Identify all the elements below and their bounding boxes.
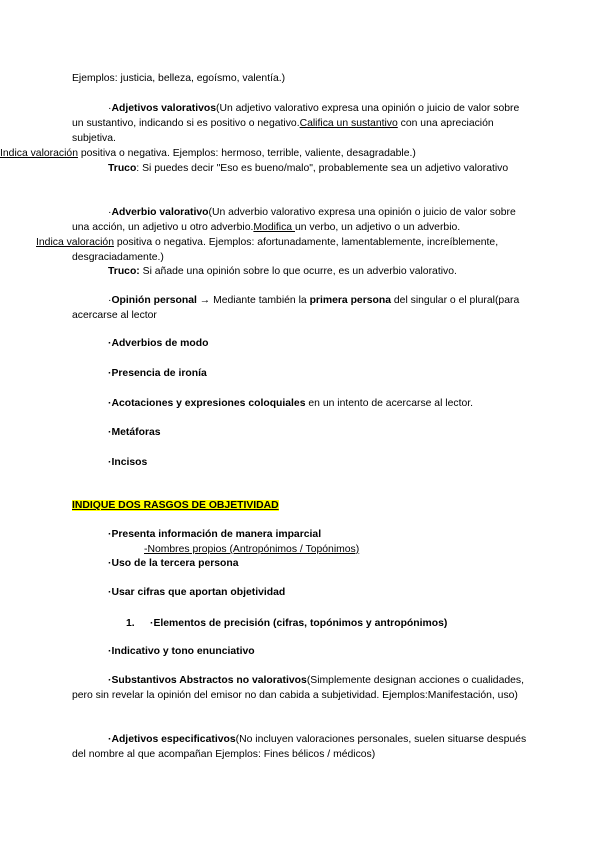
opinion-personal-title: Opinión personal [111, 295, 197, 306]
definition-text: (Un adverbio valorativo expresa una opinión o juicio de valor sobre una acción, un adjetivo u otro adverbio. [72, 207, 516, 233]
item-label: ·Elementos de precisión (cifras, topónimos y antropónimos) [150, 618, 448, 629]
adverbio-truco [72, 264, 532, 279]
objetividad-item-2 [72, 556, 568, 571]
item-label: ·Acotaciones y expresiones coloquiales [108, 398, 306, 409]
item-sub: -Nombres propios (Antropónimos / Topónimos) [144, 544, 360, 555]
definition-text: (Un adjetivo valorativo expresa una opinión o juicio de valor sobre un sustantivo, indicando si es positivo o negativo. [72, 103, 520, 129]
item-label: ·Presencia de ironía [108, 368, 207, 379]
item-label: ·Incisos [108, 457, 148, 468]
truco-label: Truco [108, 163, 137, 174]
intro-examples: Ejemplos: justicia, belleza, egoísmo, valentía.) [72, 73, 286, 84]
item-number: 1. [126, 618, 135, 629]
indica-valoracion-underline: Indica valoración [36, 237, 114, 248]
adjetivos-valorativos-paragraph [0, 101, 532, 161]
califica-link: Califica un sustantivo [299, 118, 398, 129]
adjetivos-truco [72, 161, 532, 176]
item-text: (Simplemente designan acciones o cualidades, pero sin revelar la opinión del emisor no dan cabida a subjetividad. Ejemplos:Manifestación, uso) [72, 675, 524, 701]
heading-text: INDIQUE DOS RASGOS DE OBJETIVIDAD [72, 500, 279, 511]
examples-text: positiva o negativa. Ejemplos: hermoso, terrible, valiente, desagradable.) [77, 148, 416, 159]
opinion-personal-paragraph [72, 293, 532, 323]
list-item [72, 455, 568, 470]
arrow-icon: → [196, 295, 214, 306]
adverbio-valorativo-paragraph [36, 205, 532, 265]
item-label: ·Metáforas [108, 427, 161, 438]
adverbio-valorativo-title: Adverbio valorativo [111, 207, 209, 218]
objetividad-item-4 [72, 644, 568, 659]
list-item [72, 336, 568, 351]
bullet: · [108, 295, 112, 306]
item-text: (No incluyen valoraciones personales, suelen situarse después del nombre al que acompañan Ejemplos: Fines bélicos / médicos) [72, 734, 527, 760]
objetividad-item-5 [72, 673, 532, 703]
definition-text: un verbo, un adjetivo o un adverbio. [294, 222, 461, 233]
examples-text: positiva o negativa. Ejemplos: afortunadamente, lamentablemente, increíblemente, desgraciadamente.) [72, 237, 499, 263]
opinion-text: del singular o el plural(para acercarse al lector [72, 295, 520, 321]
item-label: ·Presenta información de manera imparcial [108, 529, 322, 540]
indica-valoracion-underline: Indica valoración [0, 148, 78, 159]
item-label: ·Usar cifras que aportan objetividad [108, 587, 286, 598]
item-label: ·Uso de la tercera persona [108, 558, 239, 569]
objetividad-heading [72, 498, 532, 513]
item-label: ·Adverbios de modo [108, 338, 209, 349]
list-item [72, 425, 568, 440]
adjetivos-valorativos-title: Adjetivos valorativos [111, 103, 216, 114]
item-rest: en un intento de acercarse al lector. [305, 398, 474, 409]
opinion-text: Mediante también la [213, 295, 310, 306]
item-label: ·Adjetivos especificativos [108, 734, 236, 745]
bullet: · [108, 207, 112, 218]
primera-persona: primera persona [309, 295, 391, 306]
objetividad-item-1 [72, 527, 568, 557]
item-label: ·Substantivos Abstractos no valorativos [108, 675, 307, 686]
bullet: · [108, 103, 112, 114]
list-item [72, 396, 568, 411]
truco-text: : Si puedes decir "Eso es bueno/malo", probablemente sea un adjetivo valorativo [136, 163, 509, 174]
truco-text: Si añade una opinión sobre lo que ocurre, es un adverbio valorativo. [139, 266, 457, 277]
truco-label: Truco: [108, 266, 140, 277]
numbered-item [72, 616, 586, 631]
objetividad-item-6 [72, 732, 532, 762]
item-label: ·Indicativo y tono enunciativo [108, 646, 255, 657]
list-item [72, 366, 568, 381]
objetividad-item-3 [72, 585, 568, 600]
modifica-underline: Modifica [253, 222, 295, 233]
definition-text: con una apreciación subjetiva. [72, 118, 494, 144]
